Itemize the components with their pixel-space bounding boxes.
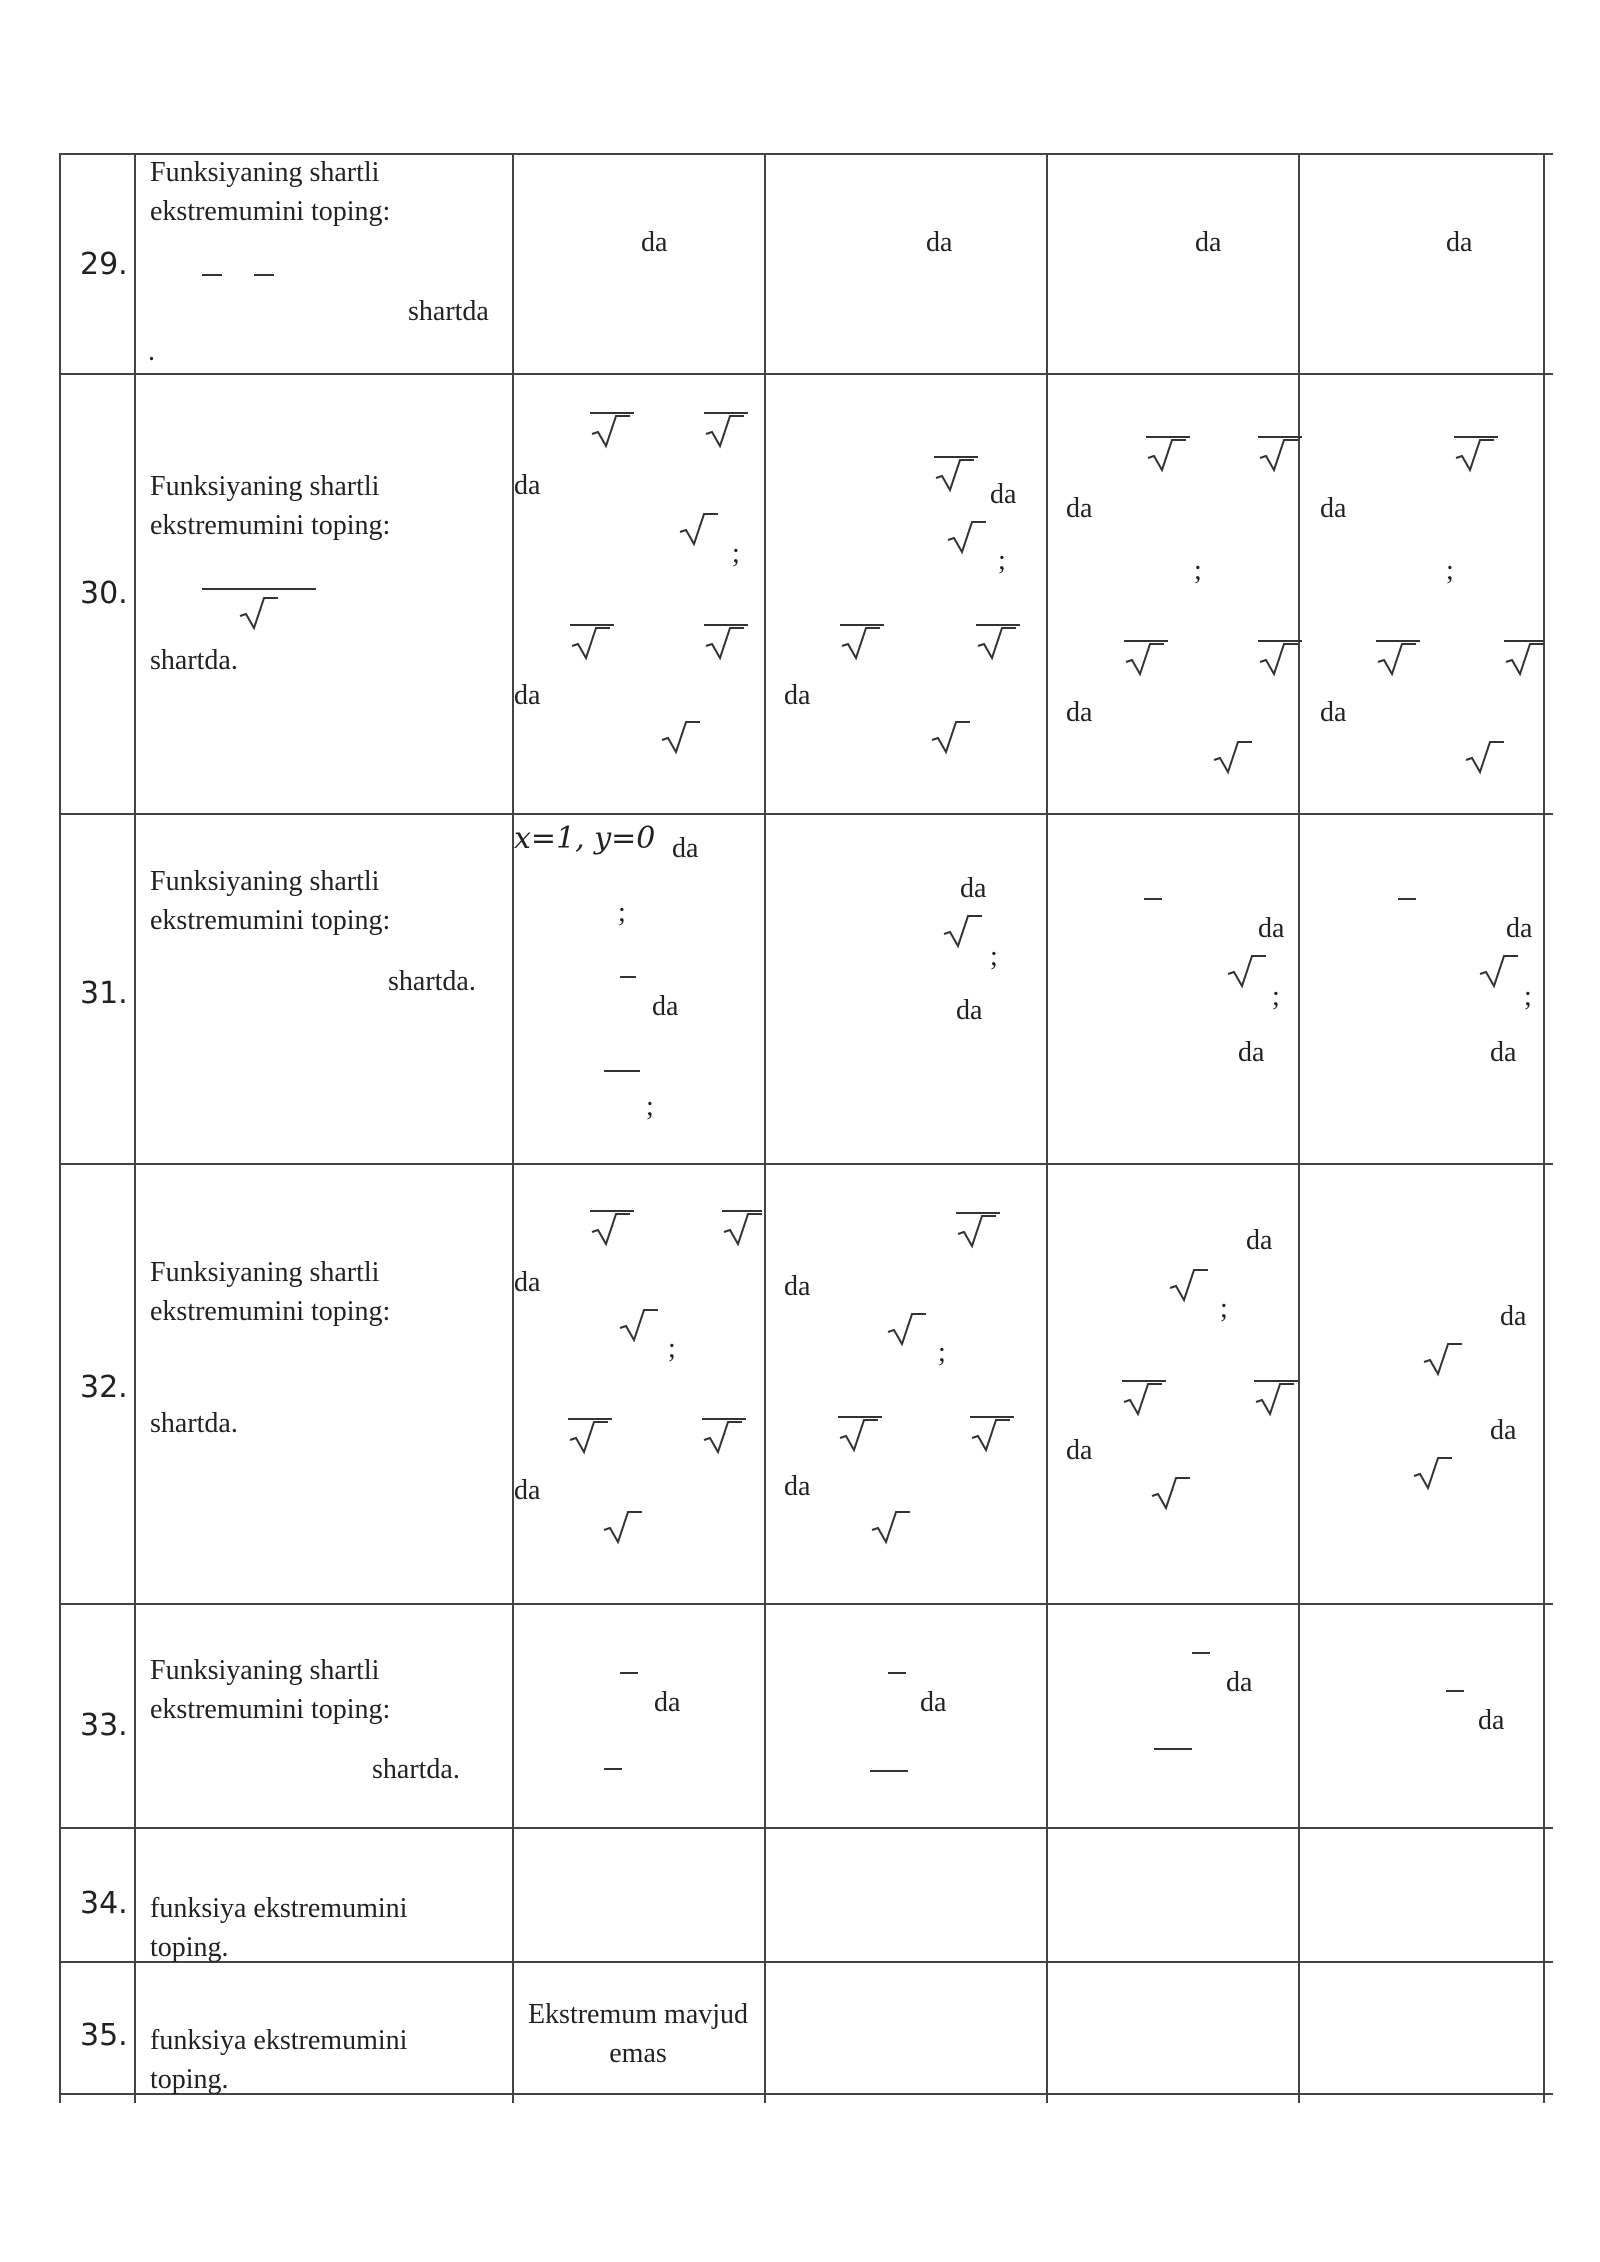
sqrt-icon	[1254, 1380, 1296, 1418]
task-line: Funksiyaning shartli	[150, 157, 380, 188]
answer-text: da	[990, 479, 1017, 510]
answer-text: ;	[1220, 1293, 1228, 1324]
answer-text: da	[1320, 493, 1347, 524]
answer-text: da	[1478, 1705, 1505, 1736]
sqrt-icon	[1258, 640, 1300, 678]
answer-text: da	[654, 1687, 681, 1718]
task-line: funksiya ekstremumini	[150, 2025, 408, 2056]
answer-text: da	[784, 680, 811, 711]
answer-text: da	[652, 991, 679, 1022]
row-number: 33.	[80, 1708, 128, 1743]
sqrt-icon	[886, 1310, 928, 1348]
sqrt-icon	[590, 412, 632, 450]
sqrt-icon	[570, 624, 612, 662]
answer-text: da	[1506, 913, 1533, 944]
answer-text: ;	[998, 545, 1006, 576]
task-line: Funksiyaning shartli	[150, 1655, 380, 1686]
task-line: ekstremumini toping:	[150, 1296, 391, 1327]
overline	[590, 412, 634, 414]
fraction-bar	[1192, 1652, 1210, 1654]
sqrt-icon	[930, 718, 972, 756]
overline	[838, 1416, 882, 1418]
overline	[590, 1210, 634, 1212]
sqrt-icon	[1376, 640, 1418, 678]
fraction-bar	[202, 274, 222, 276]
fraction-bar	[1398, 898, 1416, 900]
answer-text: da	[672, 833, 699, 864]
answer-text: da	[960, 873, 987, 904]
row-number: 34.	[80, 1886, 128, 1921]
sqrt-icon	[1464, 738, 1506, 776]
answer-text: x=1, y=0	[514, 821, 656, 856]
task-line: toping.	[150, 1932, 229, 1963]
answer-text: da	[1258, 913, 1285, 944]
sqrt-icon	[590, 1210, 632, 1248]
overline	[704, 624, 748, 626]
answer-text: da	[641, 227, 668, 258]
answer-text: ;	[938, 1337, 946, 1368]
overline	[568, 1418, 612, 1420]
fraction-bar	[202, 588, 316, 590]
answer-text: da	[1246, 1225, 1273, 1256]
answer-text: da	[784, 1271, 811, 1302]
answer-text: da	[784, 1471, 811, 1502]
sqrt-icon	[702, 1418, 744, 1456]
overline	[1254, 1380, 1298, 1382]
answer-text: da	[1238, 1037, 1265, 1068]
overline	[704, 412, 748, 414]
task-line: shartda.	[150, 1408, 238, 1439]
answer-text: ;	[618, 897, 626, 928]
sqrt-icon	[568, 1418, 610, 1456]
sqrt-icon	[1146, 436, 1188, 474]
sqrt-icon	[1212, 738, 1254, 776]
sqrt-icon	[722, 1210, 764, 1248]
sqrt-icon	[838, 1416, 880, 1454]
sqrt-icon	[238, 594, 280, 632]
fraction-bar	[1154, 1748, 1192, 1750]
answer-text: da	[514, 1475, 541, 1506]
answer-text: da	[1320, 697, 1347, 728]
sqrt-icon	[1226, 952, 1268, 990]
answer-text: da	[514, 680, 541, 711]
task-line: ekstremumini toping:	[150, 905, 391, 936]
answer-text: ;	[1272, 981, 1280, 1012]
overline	[970, 1416, 1014, 1418]
overline	[1376, 640, 1420, 642]
row-number: 35.	[80, 2018, 128, 2053]
answer-text: da	[956, 995, 983, 1026]
task-line: ekstremumini toping:	[150, 196, 391, 227]
sqrt-icon	[1478, 952, 1520, 990]
answer-text: da	[1226, 1667, 1253, 1698]
overline	[1258, 436, 1302, 438]
sqrt-icon	[618, 1306, 660, 1344]
task-line: shartda.	[372, 1754, 460, 1785]
task-line: shartda.	[150, 645, 238, 676]
row-number: 31.	[80, 976, 128, 1011]
answer-text: Ekstremum mavjud	[527, 1999, 749, 2030]
fraction-bar	[604, 1070, 640, 1072]
overline	[722, 1210, 762, 1212]
fraction-bar	[620, 976, 636, 978]
sqrt-icon	[1258, 436, 1300, 474]
row-number: 29.	[80, 247, 128, 282]
fraction-bar	[254, 274, 274, 276]
answer-text: da	[1195, 227, 1222, 258]
overline	[1258, 640, 1302, 642]
task-line: funksiya ekstremumini	[150, 1893, 408, 1924]
task-line: shartda.	[388, 966, 476, 997]
answer-text: emas	[609, 2038, 667, 2069]
answer-text: da	[1490, 1415, 1517, 1446]
answer-text: ;	[732, 538, 740, 569]
sqrt-icon	[602, 1508, 644, 1546]
sqrt-icon	[704, 624, 746, 662]
answer-text: da	[514, 1267, 541, 1298]
task-line: toping.	[150, 2064, 229, 2095]
sqrt-icon	[1504, 640, 1546, 678]
overline	[956, 1212, 1000, 1214]
sqrt-icon	[1150, 1474, 1192, 1512]
sqrt-icon	[1124, 640, 1166, 678]
answer-text: ;	[668, 1333, 676, 1364]
sqrt-icon	[946, 518, 988, 556]
answer-text: da	[920, 1687, 947, 1718]
task-line: ekstremumini toping:	[150, 1694, 391, 1725]
overline	[1146, 436, 1190, 438]
overline	[702, 1418, 746, 1420]
sqrt-icon	[1412, 1454, 1454, 1492]
answer-text: da	[1066, 1435, 1093, 1466]
sqrt-icon	[942, 912, 984, 950]
sqrt-icon	[1122, 1380, 1164, 1418]
sqrt-icon	[870, 1508, 912, 1546]
overline	[1124, 640, 1168, 642]
overline	[840, 624, 884, 626]
answer-text: ;	[1194, 555, 1202, 586]
answer-text: ;	[646, 1091, 654, 1122]
answer-text: ;	[990, 941, 998, 972]
answer-text: ;	[1524, 981, 1532, 1012]
answer-text: da	[1066, 493, 1093, 524]
sqrt-icon	[678, 510, 720, 548]
task-line: ekstremumini toping:	[150, 510, 391, 541]
fraction-bar	[1144, 898, 1162, 900]
sqrt-icon	[1422, 1340, 1464, 1378]
answer-text: da	[926, 227, 953, 258]
answer-text: da	[1490, 1037, 1517, 1068]
sqrt-icon	[704, 412, 746, 450]
sqrt-icon	[976, 624, 1018, 662]
sqrt-icon	[956, 1212, 998, 1250]
task-line: .	[148, 336, 155, 367]
overline	[570, 624, 614, 626]
sqrt-icon	[970, 1416, 1012, 1454]
overline	[1122, 1380, 1166, 1382]
overline	[1504, 640, 1544, 642]
fraction-bar	[620, 1672, 638, 1674]
overline	[1454, 436, 1498, 438]
overline	[934, 456, 978, 458]
row-number: 30.	[80, 576, 128, 611]
fraction-bar	[870, 1770, 908, 1772]
sqrt-icon	[660, 718, 702, 756]
task-line: Funksiyaning shartli	[150, 866, 380, 897]
row-number: 32.	[80, 1370, 128, 1405]
answer-text: ;	[1446, 555, 1454, 586]
sqrt-icon	[934, 456, 976, 494]
fraction-bar	[888, 1672, 906, 1674]
sqrt-icon	[840, 624, 882, 662]
task-line: Funksiyaning shartli	[150, 1257, 380, 1288]
task-line: Funksiyaning shartli	[150, 471, 380, 502]
sqrt-icon	[1168, 1266, 1210, 1304]
task-line: shartda	[408, 296, 489, 327]
fraction-bar	[604, 1768, 622, 1770]
answer-text: da	[1446, 227, 1473, 258]
answer-text: da	[1500, 1301, 1527, 1332]
answer-text: da	[1066, 697, 1093, 728]
overline	[976, 624, 1020, 626]
answer-text: da	[514, 470, 541, 501]
fraction-bar	[1446, 1690, 1464, 1692]
sqrt-icon	[1454, 436, 1496, 474]
